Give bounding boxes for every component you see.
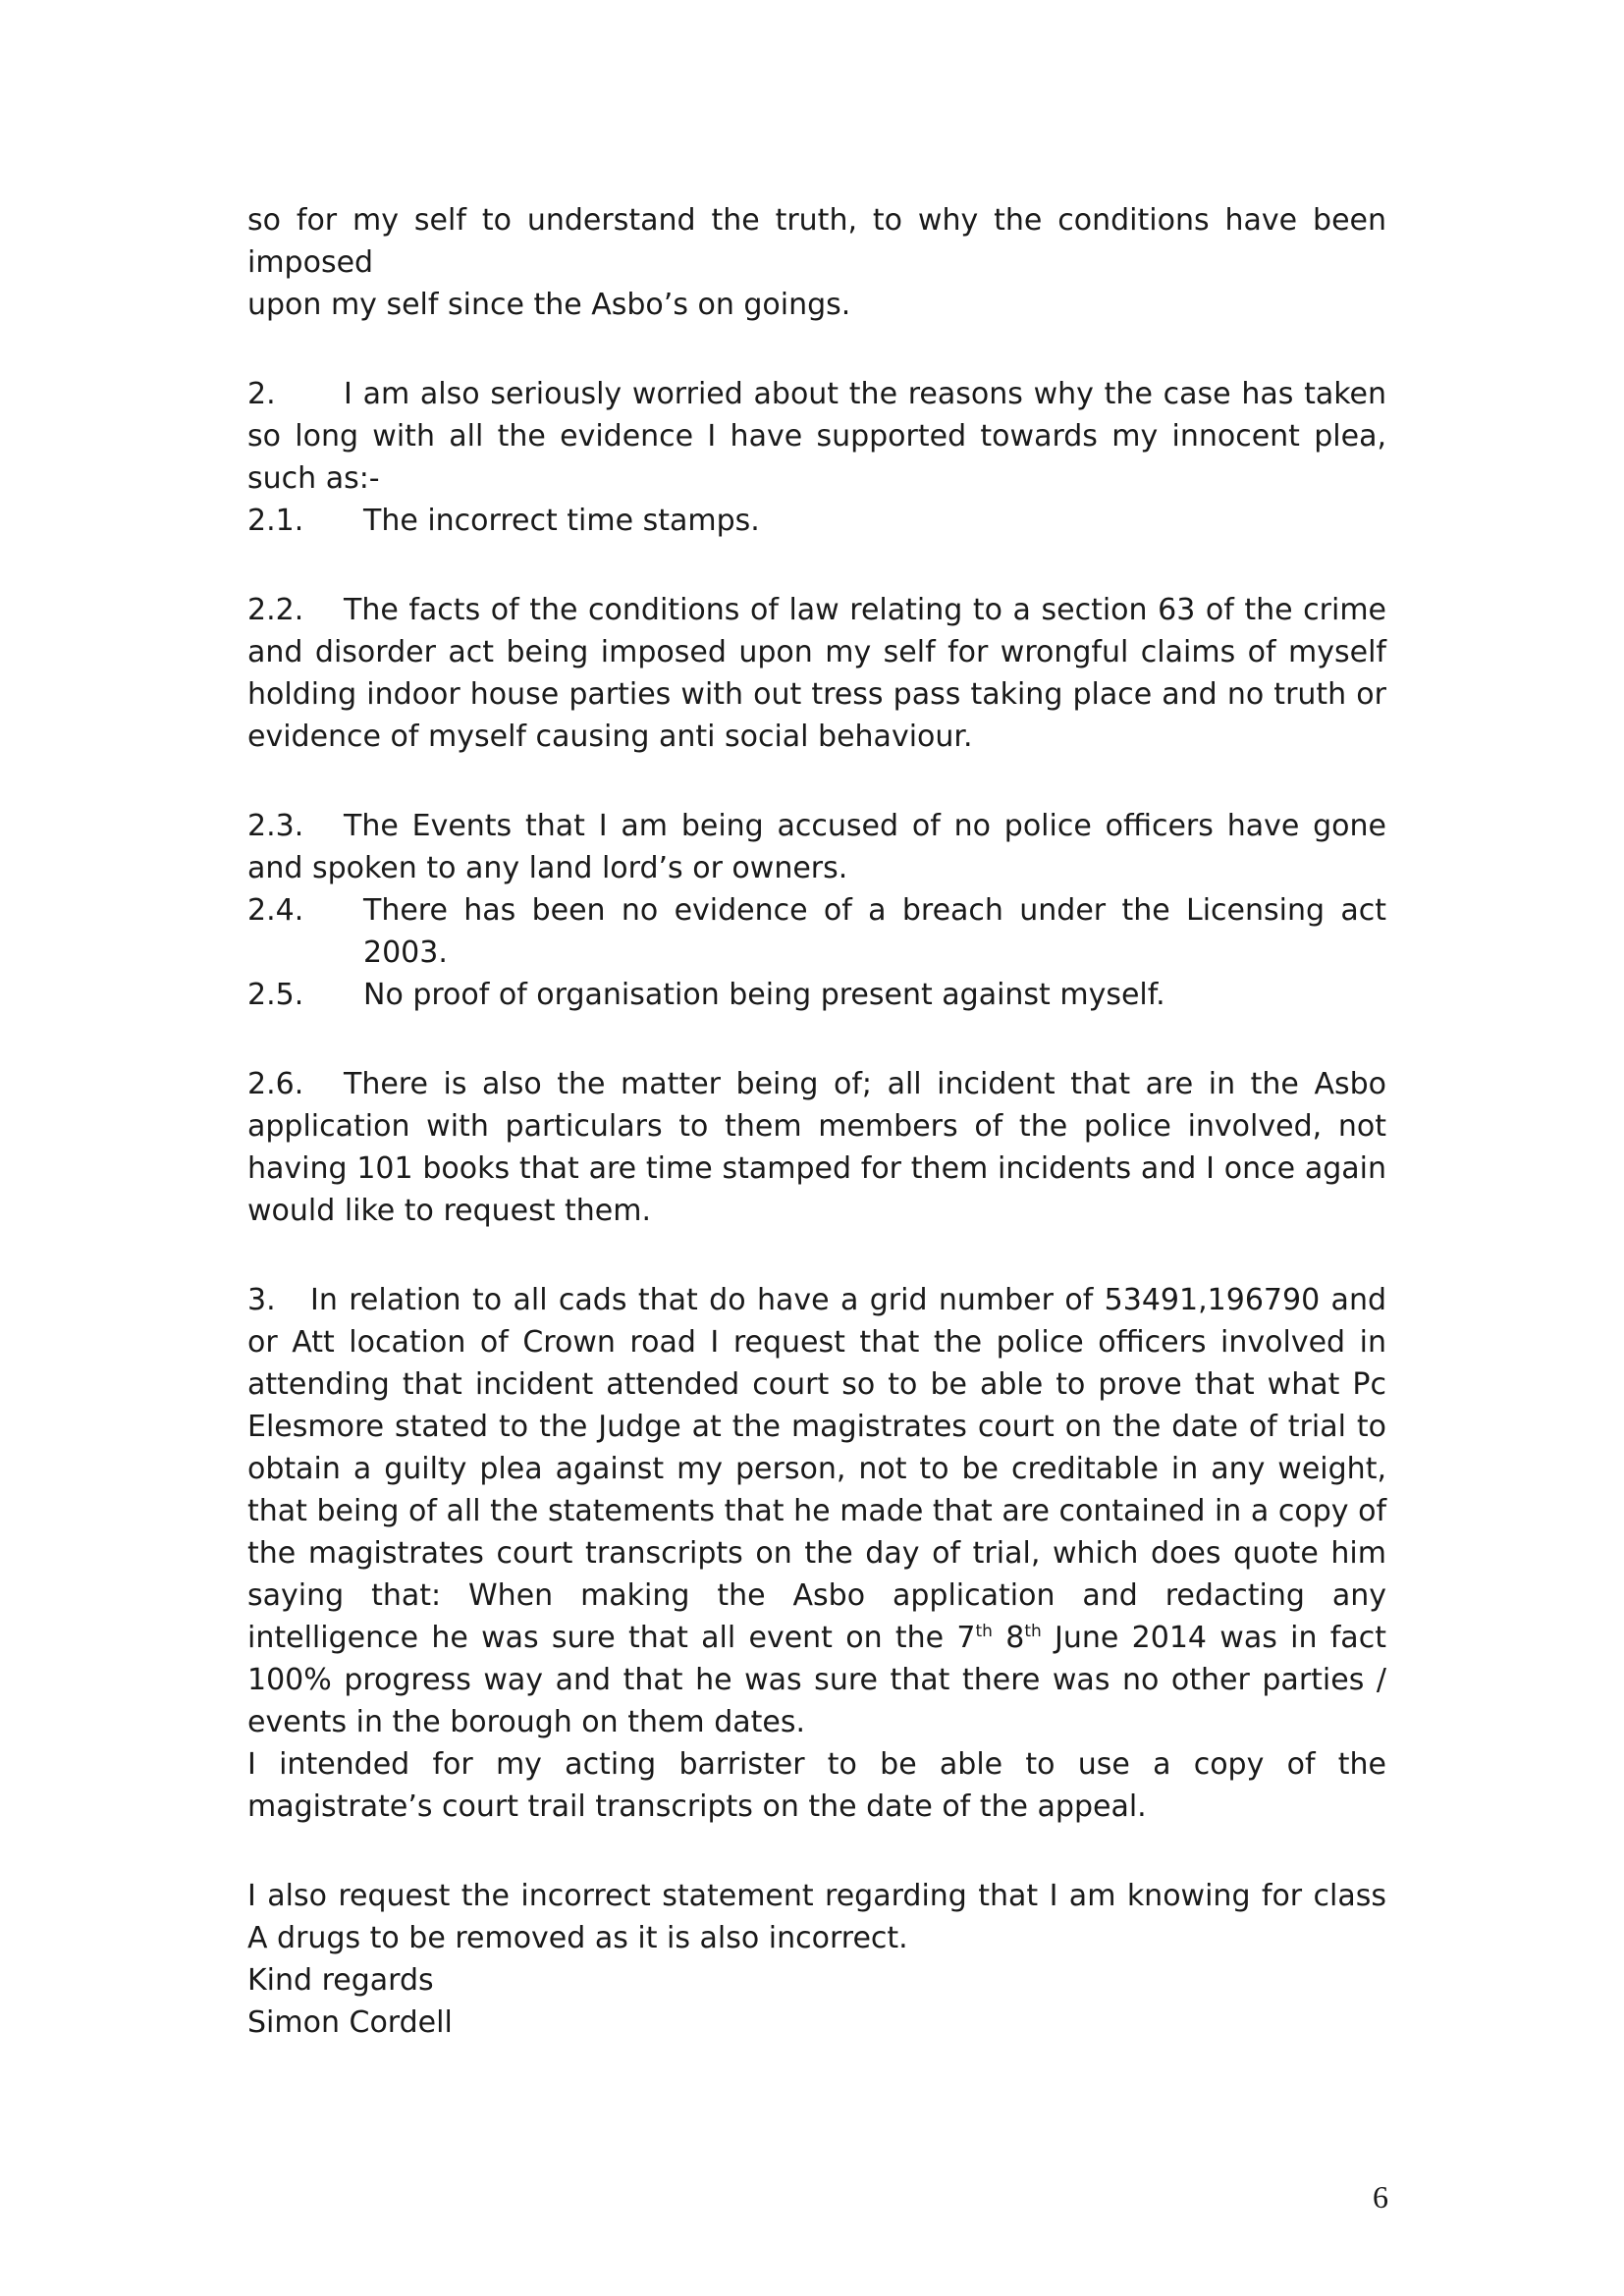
date-day-1: 7 bbox=[956, 1621, 976, 1655]
page-number: 6 bbox=[1373, 2179, 1388, 2215]
subpoint-2-4 bbox=[247, 889, 1386, 974]
barrister-note-paragraph bbox=[247, 1743, 1386, 1828]
opening-line-1: so for my self to understand the truth, to why the conditions have been imposed bbox=[247, 203, 1386, 280]
opening-paragraph bbox=[247, 199, 1386, 326]
point-2-text: I am also seriously worried about the reasons why the case has taken so long with all the evidence I have supported towards my innocent plea, such as:- bbox=[247, 377, 1386, 496]
opening-line-2: upon my self since the Asbo’s on goings. bbox=[247, 288, 851, 322]
subpoint-number: 2.5. bbox=[247, 978, 304, 1012]
subpoint-2-3 bbox=[247, 805, 1386, 889]
subpoint-text: The facts of the conditions of law relating to a section 63 of the crime and disorder act being imposed upon my self for wrongful claims of myself holding indoor house parties with out tress pass taking place and no truth or evidence of myself causing anti social behaviour. bbox=[247, 593, 1386, 754]
subpoint-text: The Events that I am being accused of no police officers have gone and spoken to any land lord’s or owners. bbox=[247, 809, 1386, 885]
date-day-2-suffix: th bbox=[1024, 1622, 1042, 1641]
drugs-request-paragraph bbox=[247, 1875, 1386, 1959]
barrister-note-text: I intended for my acting barrister to be able to use a copy of the magistrate’s court trail transcripts on the date of the appeal. bbox=[247, 1747, 1386, 1824]
drugs-request-text: I also request the incorrect statement regarding that I am knowing for class A drugs to be removed as it is also incorrect. bbox=[247, 1879, 1386, 1955]
date-day-2: 8 bbox=[1005, 1621, 1025, 1655]
point-3-paragraph bbox=[247, 1279, 1386, 1743]
subpoint-text: No proof of organisation being present against myself. bbox=[363, 978, 1165, 1012]
closing-line: Kind regards bbox=[247, 1963, 434, 1998]
subpoint-number: 2.6. bbox=[247, 1067, 304, 1101]
point-2-paragraph bbox=[247, 373, 1386, 500]
point-2-number: 2. bbox=[247, 377, 276, 411]
signature-name: Simon Cordell bbox=[247, 2005, 453, 2040]
subpoint-2-1 bbox=[247, 500, 1386, 542]
letter-body bbox=[247, 199, 1386, 2044]
point-3-text-before-dates: In relation to all cads that do have a grid number of 53491,196790 and or Att location of Crown road I request that the police officers involved in attending that incident attended court so to be able to prove that what Pc Elesmore stated to the Judge at the magistrates court on the date of trial to obtain a guilty plea against my person, not to be creditable in any weight, that being of all the statements that he made that are contained in a copy of the magistrates court transcripts on the day of trial, which does quote him saying that: When making the Asbo application and redacting any intelligence he was sure that all event on the bbox=[247, 1283, 1386, 1655]
subpoint-2-2 bbox=[247, 589, 1386, 758]
point-3-text-after-dates: June 2014 was in fact 100% progress way and that he was sure that there was no other parties / events in the borough on them dates. bbox=[247, 1621, 1386, 1739]
subpoint-text: There is also the matter being of; all incident that are in the Asbo application with particulars to them members of the police involved, not having 101 books that are time stamped for them incidents and I once again would like to request them. bbox=[247, 1067, 1386, 1228]
point-3-number: 3. bbox=[247, 1283, 276, 1317]
subpoint-text: There has been no evidence of a breach under the Licensing act 2003. bbox=[363, 893, 1386, 970]
date-day-1-suffix: th bbox=[975, 1622, 993, 1641]
subpoint-number: 2.3. bbox=[247, 809, 304, 843]
signoff-block bbox=[247, 1959, 1386, 2044]
subpoint-number: 2.2. bbox=[247, 593, 304, 627]
subpoint-text: The incorrect time stamps. bbox=[363, 504, 760, 538]
subpoint-number: 2.4. bbox=[247, 893, 304, 928]
subpoint-2-6 bbox=[247, 1063, 1386, 1232]
subpoint-number: 2.1. bbox=[247, 504, 304, 538]
subpoint-2-5 bbox=[247, 974, 1386, 1016]
